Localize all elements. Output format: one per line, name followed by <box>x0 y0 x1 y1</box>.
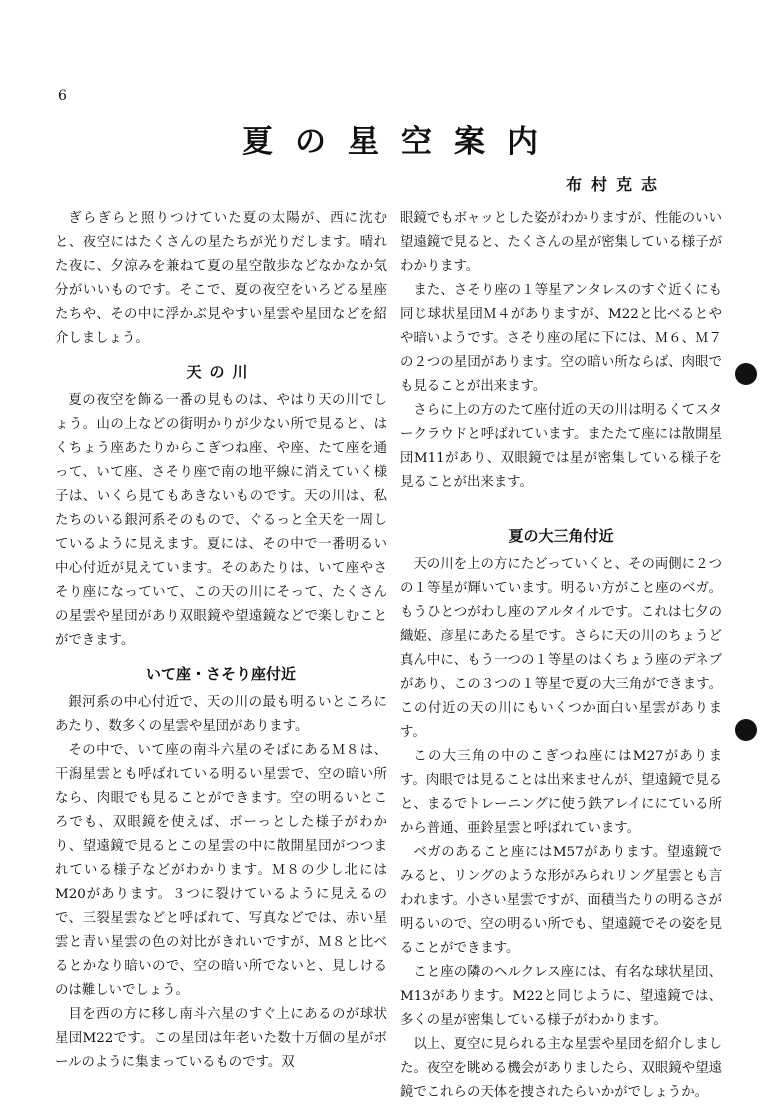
section-heading-milky-way: 天の川 <box>186 363 256 381</box>
sagittarius-paragraph-2: その中で、いて座の南斗六星のそばにあるＭ８は、干潟星雲とも呼ばれている明るい星雲で、空の暗い所なら、肉眼でも見ることができます。空の明るいところでも、双眼鏡を使えば、ボーっとした様子がわかり、望遠鏡で見るとこの星雲の中に散開星団がつつまれている様子などがわかります。Ｍ８の少し北にはM20があります。３つに裂けているように見えるので、三裂星雲などと呼ばれて、写真などでは、赤い星雲と青い星雲の色の対比がきれいですが、Ｍ８と比べるとかなり暗いので、空の暗い所でないと、見しけるのは難しいでしょう。 <box>55 743 387 998</box>
binding-hole-bottom <box>735 719 757 741</box>
triangle-paragraph-4: こと座の隣のヘルクレス座には、有名な球状星団、M13があります。M22と同じように、望遠鏡では、多くの星が密集している様子がわかります。 <box>400 965 722 1028</box>
triangle-paragraph-2: この大三角の中のこぎつね座にはM27があります。肉眼では見ることは出来ませんが、望遠鏡で見ると、まるでトレーニングに使う鉄アレイににている所から普通、亜鈴星雲と呼ばれています。 <box>400 749 722 836</box>
left-column <box>55 207 387 1075</box>
page-title: 夏の星空案内 <box>242 124 560 160</box>
right-column <box>400 207 722 1105</box>
scutum-paragraph: さらに上の方のたて座付近の天の川は明るくてスタークラウドと呼ばれています。またたて座には散開星団M11があり、双眼鏡では星が密集している様子を見ることが出来ます。 <box>400 403 722 490</box>
continued-paragraph: 眼鏡でもボャッとした姿がわかりますが、性能のいい望遠鏡で見ると、たくさんの星が密集している様子がわかります。 <box>400 211 722 274</box>
sagittarius-paragraph-1: 銀河系の中心付近で、天の川の最も明るいところにあたり、数多くの星雲や星団があります。 <box>55 695 387 734</box>
sagittarius-paragraph-3: 目を西の方に移し南斗六星のすぐ上にあるのが球状星団M22です。この星団は年老いた数十万個の星がボールのように集まっているものです。双 <box>55 1007 387 1070</box>
author-name: 布村克志 <box>566 175 667 194</box>
page-number: 6 <box>58 88 67 104</box>
closing-paragraph: 以上、夏空に見られる主な星雲や星団を紹介しました。夜空を眺める機会がありましたら、双眼鏡や望遠鏡でこれらの天体を捜されたらいかがでしょうか。 <box>400 1037 722 1100</box>
triangle-paragraph-1: 天の川を上の方にたどっていくと、その両側に２つの１等星が輝いています。明るい方がこと座のベガ。もうひとつがわし座のアルタイルです。これは七夕の織姫、彦星にあたる星です。さらに天の川のちょうど真ん中に、もう一つの１等星のはくちょう座のデネブがあり、この３つの１等星で夏の大三角ができます。この付近の天の川にもいくつか面白い星雲があります。 <box>400 557 722 740</box>
triangle-paragraph-3: ベガのあること座にはM57があります。望遠鏡でみると、リングのような形がみられリング星雲とも言われます。小さい星雲ですが、面積当たりの明るさが明るいので、空の明るい所でも、望遠鏡でその姿を見ることができます。 <box>400 845 722 956</box>
intro-paragraph: ぎらぎらと照りつけていた夏の太陽が、西に沈むと、夜空にはたくさんの星たちが光りだします。晴れた夜に、夕涼みを兼ねて夏の星空散歩などなかなか気分がいいものです。そこで、夏の夜空をいろどる星座たちや、その中に浮かぶ見やすい星雲や星団などを紹介しましょう。 <box>55 211 387 346</box>
binding-hole-top <box>735 363 757 385</box>
section-heading-summer-triangle: 夏の大三角付近 <box>508 527 614 545</box>
antares-paragraph: また、さそり座の１等星アンタレスのすぐ近くにも同じ球状星団Ｍ４がありますが、M22と比べるとやや暗いようです。さそり座の尾に下には、Ｍ６、Ｍ７の２つの星団があります。空の暗い所ならば、肉眼でも見ることが出来ます。 <box>400 283 722 394</box>
section-heading-sagittarius-scorpius: いて座・さそり座付近 <box>145 665 296 683</box>
milky-way-paragraph: 夏の夜空を飾る一番の見ものは、やはり天の川でしょう。山の上などの街明かりが少ない所で見ると、はくちょう座あたりからこぎつね座、や座、たて座を通って、いて座、さそり座で南の地平線に消えていく様子は、いくら見てもあきないものです。天の川は、私たちのいる銀河系そのもので、ぐるっと全天を一周しているように見えます。夏には、その中で一番明るい中心付近が見えています。そのあたりは、いて座やさそり座になっていて、この天の川にそって、たくさんの星雲や星団があり双眼鏡や望遠鏡などで楽しむことができます。 <box>55 393 387 648</box>
